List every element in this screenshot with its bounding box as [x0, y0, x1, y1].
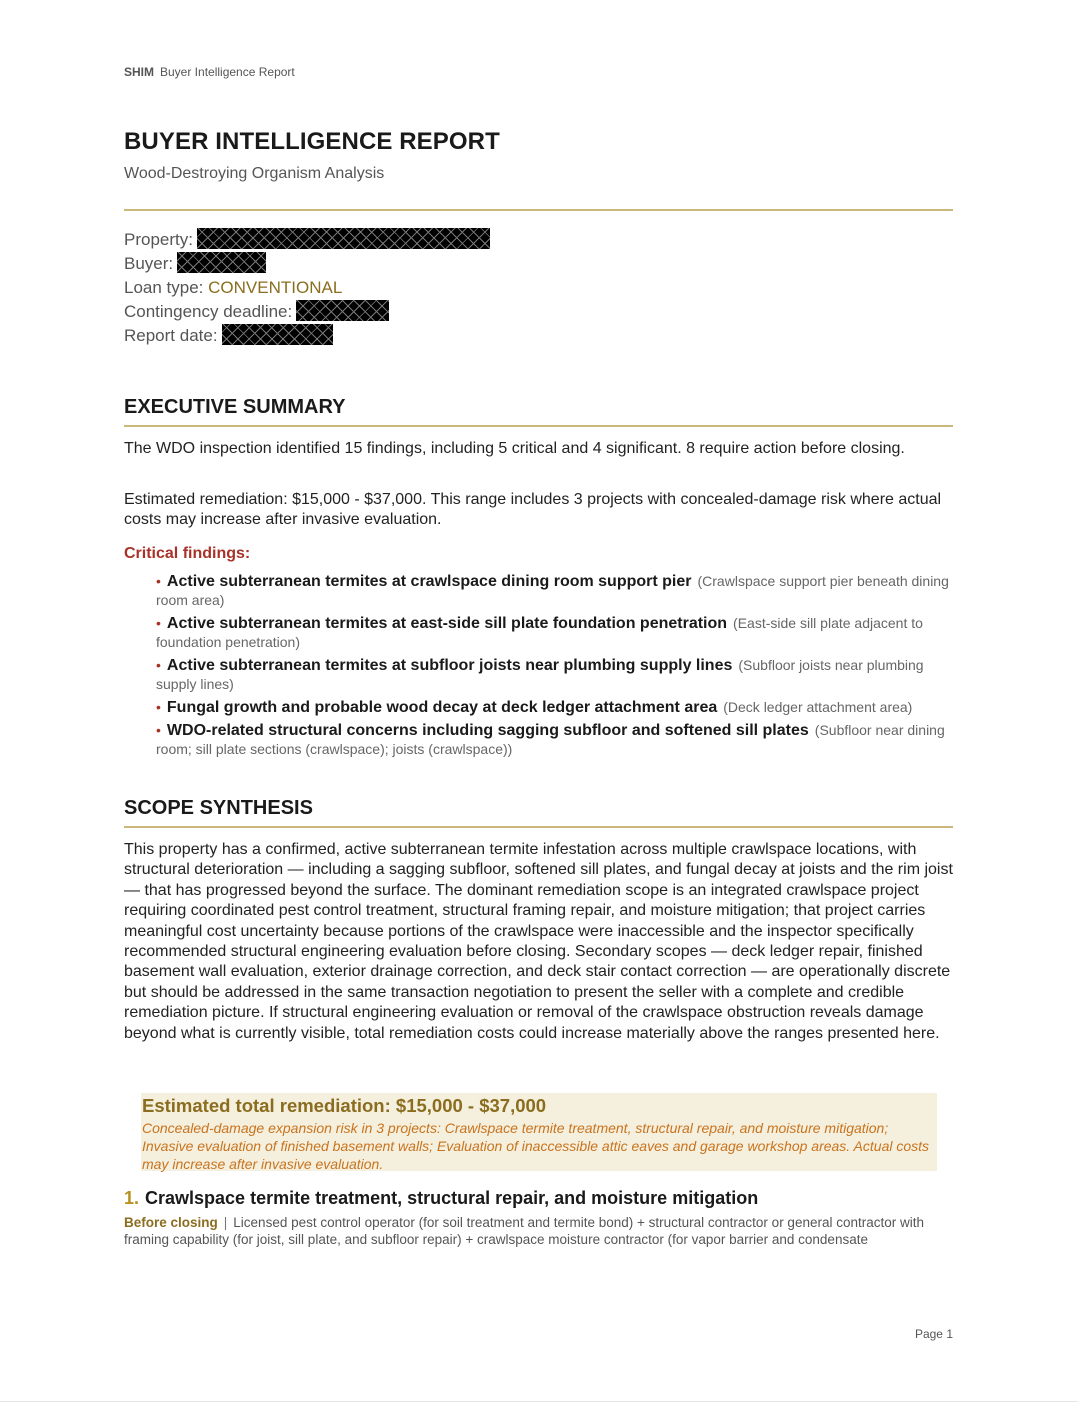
buyer-label: Buyer:: [124, 254, 174, 273]
project-title-text: Crawlspace termite treatment, structural repair, and moisture mitigation: [145, 1188, 759, 1208]
finding-title: Fungal growth and probable wood decay at deck ledger attachment area: [166, 699, 718, 716]
project-number: 1.: [124, 1188, 140, 1208]
report-header: [124, 65, 295, 79]
executive-summary-paragraph-1: The WDO inspection identified 15 findings, including 5 critical and 4 significant. 8 require action before closing.: [124, 440, 905, 457]
project-separator: |: [223, 1215, 228, 1230]
finding-title: Active subterranean termites at east-side sill plate foundation penetration: [166, 615, 728, 632]
critical-finding-item: [156, 698, 956, 717]
bullet-icon: •: [156, 573, 161, 589]
critical-finding-item: [156, 656, 956, 694]
loan-type-value: CONVENTIONAL: [208, 278, 343, 297]
meta-loan-type: [124, 276, 490, 300]
bullet-icon: •: [156, 722, 161, 738]
scope-synthesis-divider: [124, 826, 953, 828]
finding-location: (Subfloor near dining room; sill plate sections (crawlspace); joists (crawlspace)): [156, 722, 945, 757]
project-timing: Before closing: [124, 1215, 218, 1230]
executive-summary-divider: [124, 425, 953, 427]
critical-findings-list: [156, 572, 956, 763]
report-date-label: Report date:: [124, 326, 218, 345]
loan-type-label: Loan type:: [124, 278, 204, 297]
title-divider: [124, 209, 953, 211]
executive-summary-paragraph-2: Estimated remediation: $15,000 - $37,000. This range includes 3 projects with concealed-damage risk where actual costs may increase after invasive evaluation.: [124, 491, 942, 529]
finding-location: (Crawlspace support pier beneath dining room area): [156, 573, 949, 608]
redacted-contingency-value: [296, 300, 389, 321]
report-subtitle: Wood-Destroying Organism Analysis: [124, 165, 385, 182]
estimate-title: Estimated total remediation: $15,000 - $37,000: [142, 1095, 547, 1116]
finding-location: (Deck ledger attachment area): [723, 699, 913, 715]
bullet-icon: •: [156, 657, 161, 673]
meta-buyer: [124, 252, 490, 276]
report-meta: [124, 228, 490, 348]
executive-summary-heading: EXECUTIVE SUMMARY: [124, 396, 346, 418]
scope-synthesis-heading: SCOPE SYNTHESIS: [124, 797, 313, 819]
contingency-label: Contingency deadline:: [124, 302, 293, 321]
meta-contingency: [124, 300, 490, 324]
scope-synthesis-paragraph: This property has a confirmed, active subterranean termite infestation across multiple crawlspace locations, with structural deterioration — including a sagging subfloor, softened sill plates, and fungal decay at joists and the rim joist — that has progressed beyond the surface. The dominant remediation scope is an integrated crawlspace project requiring coordinated pest control treatment, structural framing repair, and moisture mitigation; that project carries meaningful cost uncertainty because portions of the crawlspace were inaccessible and the inspector specifically recommended structural engineering evaluation before closing. Secondary scopes — deck ledger repair, finished basement wall evaluation, exterior drainage correction, and deck stair contact correction — are operationally discrete but should be addressed in the same transaction negotiation to present the seller with a complete and credible remediation picture. If structural engineering evaluation or removal of the crawlspace obstruction reveals damage beyond what is currently visible, total remediation costs could increase materially above the ranges presented here.: [124, 841, 953, 1042]
brand-subtitle: Buyer Intelligence Report: [160, 65, 295, 79]
redacted-report-date-value: [222, 324, 333, 345]
finding-title: WDO-related structural concerns including sagging subfloor and softened sill plates: [166, 722, 809, 739]
estimate-note: Concealed-damage expansion risk in 3 projects: Crawlspace termite treatment, structural repair, and moisture mitigation; Invasive evaluation of finished basement walls; Evaluation of inaccessible attic eaves and garage workshop areas. Actual costs may increase after invasive evaluation.: [142, 1120, 930, 1172]
page-number: Page 1: [914, 1327, 953, 1341]
critical-finding-item: [156, 572, 956, 610]
page-edge: [0, 1401, 1078, 1402]
finding-location: (East-side sill plate adjacent to foundation penetration): [156, 615, 923, 650]
redacted-buyer-value: [177, 252, 266, 273]
bullet-icon: •: [156, 699, 161, 715]
critical-finding-item: [156, 721, 956, 759]
finding-title: Active subterranean termites at crawlspace dining room support pier: [166, 573, 692, 590]
critical-findings-label: Critical findings:: [124, 545, 251, 562]
meta-property: [124, 228, 490, 252]
report-title: BUYER INTELLIGENCE REPORT: [124, 128, 500, 155]
bullet-icon: •: [156, 615, 161, 631]
finding-title: Active subterranean termites at subfloor joists near plumbing supply lines: [166, 657, 733, 674]
project-details: [124, 1215, 953, 1248]
project-contractors: Licensed pest control operator (for soil treatment and termite bond) + structural contractor or general contractor with framing capability (for joist, sill plate, and subfloor repair) + crawlspace moisture contractor (for vapor barrier and condensate: [124, 1215, 925, 1247]
estimate-callout: [141, 1093, 937, 1171]
brand-logo: SHIM: [124, 65, 154, 79]
finding-location: (Subfloor joists near plumbing supply lines): [156, 657, 924, 692]
property-label: Property:: [124, 230, 193, 249]
project-title: [124, 1188, 758, 1209]
critical-finding-item: [156, 614, 956, 652]
redacted-property-value: [197, 228, 490, 249]
meta-report-date: [124, 324, 490, 348]
